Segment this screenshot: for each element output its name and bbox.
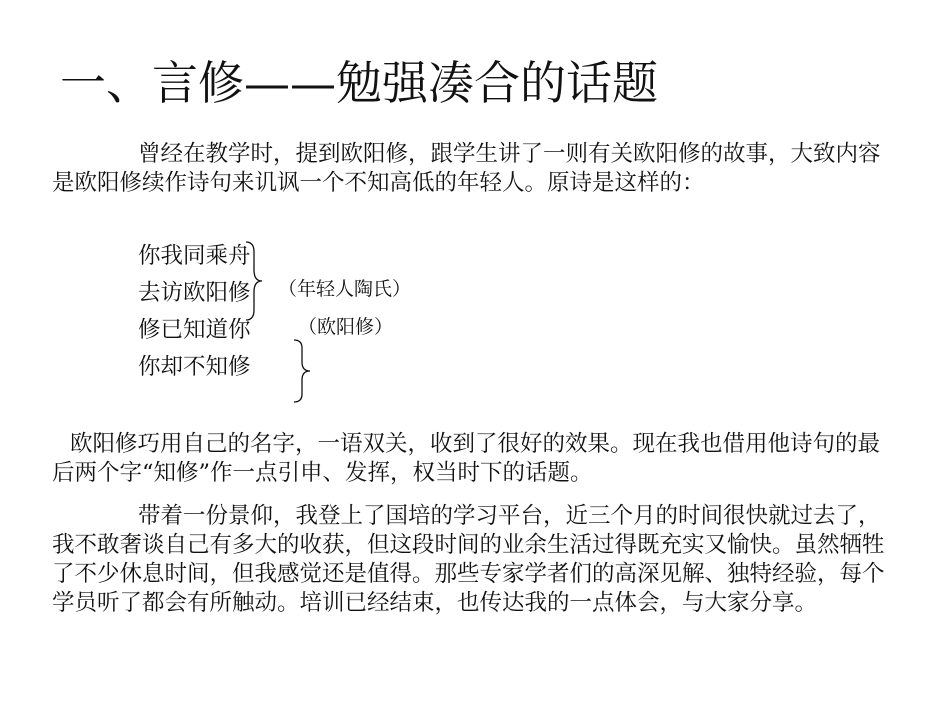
poem-line-4: 你却不知修 bbox=[138, 354, 251, 380]
slide-title: 一、言修——勉强凑合的话题 bbox=[60, 56, 658, 110]
curly-brace-upper bbox=[240, 240, 270, 322]
explanation-paragraph: 欧阳修巧用自己的名字，一语双关，收到了很好的效果。现在我也借用他诗句的最后两个字“知修”作一点引申、发挥，权当时下的话题。 bbox=[52, 431, 881, 486]
poem-line-3: 修已知道你 bbox=[138, 317, 251, 343]
poem-line-1: 你我同乘舟 bbox=[138, 243, 251, 269]
poem-line-2: 去访欧阳修 bbox=[138, 280, 251, 306]
annotation-ouyang-xiu: （欧阳修） bbox=[298, 316, 394, 338]
intro-paragraph: 曾经在教学时，提到欧阳修，跟学生讲了一则有关欧阳修的故事，大致内容是欧阳修续作诗句来讥讽一个不知高低的年轻人。原诗是这样的： bbox=[52, 141, 881, 196]
annotation-young-man: （年轻人陶氏） bbox=[278, 278, 412, 300]
curly-brace-lower bbox=[288, 338, 318, 404]
reflection-paragraph: 带着一份景仰，我登上了国培的学习平台，近三个月的时间很快就过去了，我不敢奢谈自己有多大的收获，但这段时间的业余生活过得既充实又愉快。虽然牺牲了不少休息时间，但我感觉还是值得。那些专家学者们的高深见解、独特经验，每个学员听了都会有所触动。培训已经结束，也传达我的一点体会，与大家分享。 bbox=[52, 503, 885, 616]
poem-block bbox=[138, 238, 251, 386]
